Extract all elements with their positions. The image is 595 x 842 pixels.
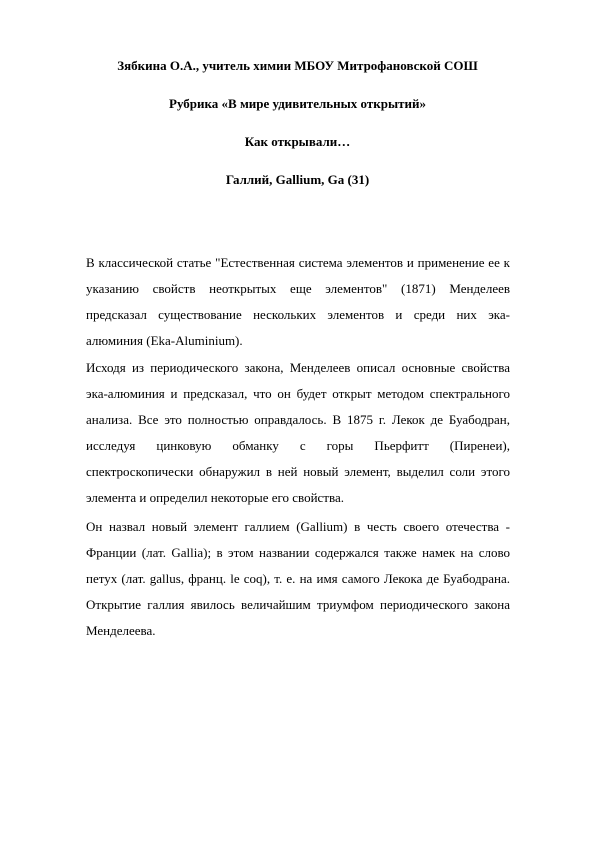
author-line: Зябкина О.А., учитель химии МБОУ Митрофановской СОШ — [117, 58, 478, 73]
rubric-line: Рубрика «В мире удивительных открытий» — [169, 96, 426, 111]
paragraph-1: В классической статье "Естественная система элементов и применение ее к указанию свойств неоткрытых еще элементов" (1871) Менделеев предсказал существование нескольких элементов и среди них эка-алюминия (Eka-Aluminium). — [86, 255, 510, 348]
element-title: Галлий, Gallium, Ga (31) — [225, 172, 370, 187]
series-line: Как открывали… — [244, 134, 351, 149]
paragraph-2: Исходя из периодического закона, Менделеев описал основные свойства эка-алюминия и предсказал, что он будет открыт методом спектрального анализа. Все это полностью оправдалось. В 1875 г. Лекок де Буабодран, исследуя цинковую обманку с горы Пьерфитт (Пиренеи), спектроскопически обнаружил в ней новый элемент, выделил соли этого элемента и определил некоторые его свойства. — [86, 360, 510, 505]
paragraph-3: Он назвал новый элемент галлием (Gallium) в честь своего отечества - Франции (лат. Gallia); в этом названии содержался также намек на слово петух (лат. gallus, франц. le coq), т. е. на имя самого Лекока де Буабодрана. Открытие галлия явилось величайшим триумфом периодического закона Менделеева. — [86, 519, 510, 638]
